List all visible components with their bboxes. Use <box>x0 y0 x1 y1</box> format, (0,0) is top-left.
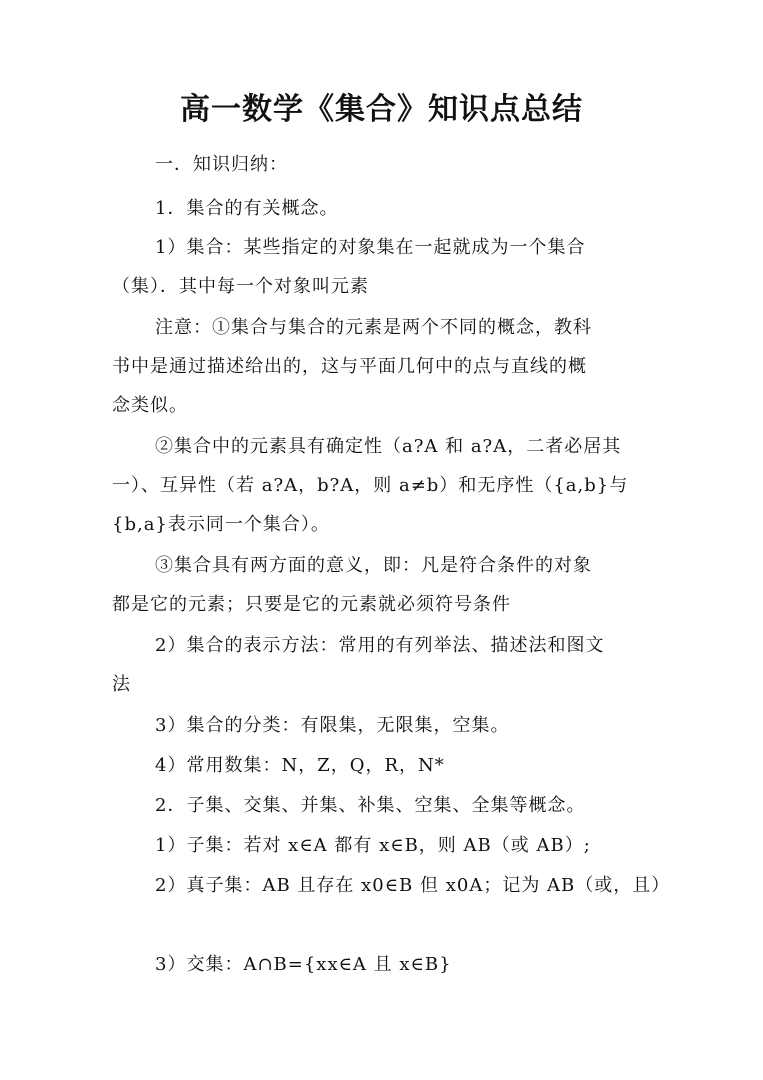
paragraph-line: 都是它的元素；只要是它的元素就必须符号条件 <box>112 594 511 615</box>
paragraph-line: 法 <box>112 674 131 695</box>
paragraph-line: 2）集合的表示方法：常用的有列举法、描述法和图文 <box>155 635 605 656</box>
paragraph-line: ②集合中的元素具有确定性（a?A 和 a?A，二者必居其 <box>155 436 622 457</box>
paragraph-line: 一．知识归纳： <box>155 154 288 175</box>
paragraph-line: 1．集合的有关概念。 <box>155 198 339 219</box>
paragraph-line: 书中是通过描述给出的，这与平面几何中的点与直线的概 <box>112 356 587 377</box>
document-title: 高一数学《集合》知识点总结 <box>180 92 583 127</box>
paragraph-line: 3）交集：A∩B={xx∈A 且 x∈B} <box>155 954 452 975</box>
paragraph-line: 念类似。 <box>112 395 188 416</box>
paragraph-line: 一）、互异性（若 a?A，b?A，则 a≠b）和无序性（{a,b}与 <box>112 475 629 496</box>
paragraph-line: 1）子集：若对 x∈A 都有 x∈B，则 AB（或 AB）; <box>155 835 591 856</box>
paragraph-line: （集）．其中每一个对象叫元素 <box>112 276 369 297</box>
paragraph-line: 4）常用数集：N，Z，Q，R，N* <box>155 755 445 776</box>
paragraph-line: 注意：①集合与集合的元素是两个不同的概念，教科 <box>155 317 592 338</box>
paragraph-line: {b,a}表示同一个集合）。 <box>112 514 330 535</box>
paragraph-line: 3）集合的分类：有限集，无限集，空集。 <box>155 715 510 736</box>
paragraph-line: 2．子集、交集、并集、补集、空集、全集等概念。 <box>155 795 586 816</box>
paragraph-line: 2）真子集：AB 且存在 x0∈B 但 x0A；记为 AB（或，且） <box>155 875 671 896</box>
paragraph-line: ③集合具有两方面的意义，即：凡是符合条件的对象 <box>155 555 592 576</box>
paragraph-line: 1）集合：某些指定的对象集在一起就成为一个集合 <box>155 237 586 258</box>
